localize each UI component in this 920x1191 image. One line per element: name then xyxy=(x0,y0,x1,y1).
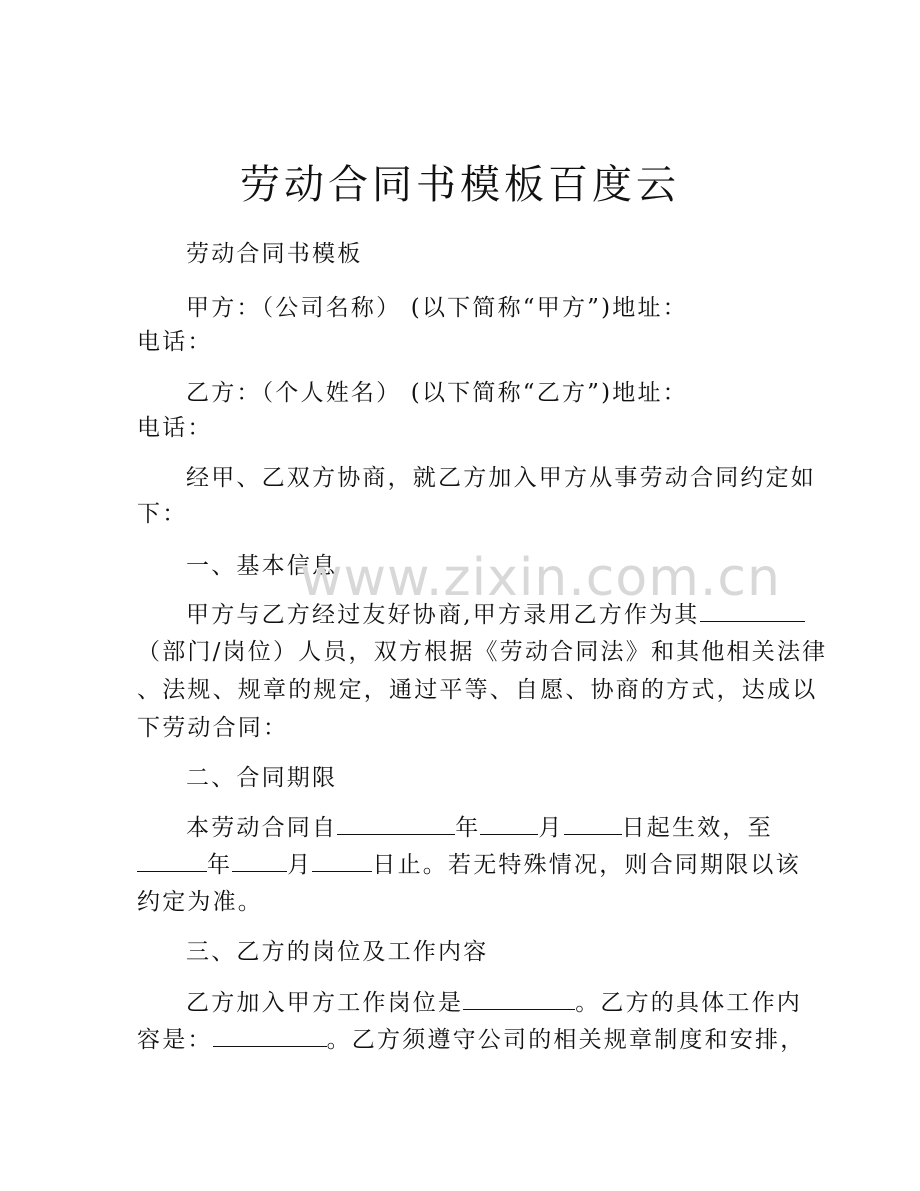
section3-line-2 xyxy=(137,1022,805,1058)
section2-line-2 xyxy=(137,847,801,883)
section3-text-1b: 。乙方的具体工作内 xyxy=(575,990,803,1016)
section2-text-1a: 本劳动合同自 xyxy=(186,815,338,841)
intro-line-1 xyxy=(186,460,816,496)
section2-text-1d: 日起生效，至 xyxy=(621,815,773,841)
party-a-line: 甲方：（公司名称） (以下简称“甲方”)地址： xyxy=(186,295,688,321)
section2-text-2c: 日止。若无特殊情况，则合同期限以该 xyxy=(372,852,801,878)
start-year-blank xyxy=(337,810,455,835)
section2-text-1c: 月 xyxy=(538,815,564,841)
section3-text-1a: 乙方加入甲方工作岗位是 xyxy=(186,990,464,1016)
end-month-blank xyxy=(232,847,287,872)
section1-text-1: 甲方与乙方经过友好协商,甲方录用乙方作为其 xyxy=(186,602,700,628)
party-b-line: 乙方：（个人姓名） (以下简称“乙方”)地址： xyxy=(186,380,688,406)
start-day-blank xyxy=(564,810,622,835)
section2-text-2a: 年 xyxy=(207,852,233,878)
section2-text-1b: 年 xyxy=(455,815,481,841)
section3-text-2a: 容是： xyxy=(137,1027,213,1053)
start-month-blank xyxy=(480,810,538,835)
section3-line-1 xyxy=(186,985,802,1021)
section1-text-2: （部门/岗位）人员，双方根据《劳动合同法》和其他相关法律 xyxy=(137,639,828,665)
job-content-blank xyxy=(213,1022,327,1047)
end-day-blank xyxy=(312,847,372,872)
section1-line-3 xyxy=(137,672,818,708)
intro-text-1: 经甲、乙双方协商，就乙方加入甲方从事劳动合同约定如 xyxy=(186,465,816,491)
section1-line-2 xyxy=(137,634,828,670)
end-year-blank xyxy=(137,847,207,872)
section3-text-2b: 。乙方须遵守公司的相关规章制度和安排， xyxy=(326,1027,806,1053)
party-b-phone: 电话： xyxy=(137,415,213,441)
section1-text-3: 、法规、规章的规定，通过平等、自愿、协商的方式，达成以 xyxy=(137,677,818,703)
section2-line-1 xyxy=(186,810,773,846)
section2-heading: 二、合同期限 xyxy=(186,765,338,791)
intro-line-2: 下： xyxy=(137,501,188,527)
document-title: 劳动合同书模板百度云 xyxy=(240,162,680,208)
watermark: www.zixin.com.cn xyxy=(300,548,781,608)
section1-heading: 一、基本信息 xyxy=(186,553,338,579)
job-position-blank xyxy=(463,985,575,1010)
section3-heading: 三、乙方的岗位及工作内容 xyxy=(186,939,489,965)
section2-text-2b: 月 xyxy=(287,852,313,878)
section2-line-3: 约定为准。 xyxy=(137,889,263,915)
party-a-phone: 电话： xyxy=(137,329,213,355)
section1-line-4: 下劳动合同： xyxy=(137,715,289,741)
document-subtitle: 劳动合同书模板 xyxy=(186,241,363,267)
